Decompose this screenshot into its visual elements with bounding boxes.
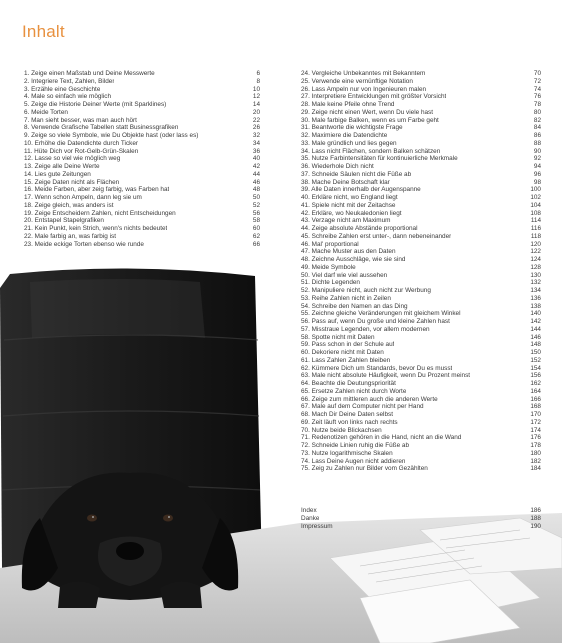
toc-entry-page: 108 <box>530 209 541 217</box>
toc-entry[interactable] <box>24 225 260 233</box>
toc-entry[interactable] <box>301 248 541 256</box>
toc-entry[interactable] <box>24 124 260 132</box>
toc-entry-title: 5. Zeige die Historie Deiner Werte (mit Sparklines) <box>24 101 167 108</box>
toc-entry-title: 3. Erzähle eine Geschichte <box>24 85 101 93</box>
toc-entry-title: Impressum <box>301 522 333 530</box>
toc-entry-title: 55. Zeichne gleiche Veränderungen mit gleichem Winkel <box>301 310 461 318</box>
toc-left-column <box>24 70 260 248</box>
toc-entry[interactable] <box>301 365 541 373</box>
toc-entry-page: 12 <box>252 93 260 101</box>
toc-entry-title: 37. Schneide Säulen nicht die Füße ab <box>301 170 412 178</box>
toc-entry-page: 20 <box>252 108 260 116</box>
toc-entry-page: 186 <box>530 507 541 514</box>
toc-entry-page: 140 <box>530 310 541 318</box>
toc-entry[interactable] <box>301 163 541 171</box>
toc-entry-page: 170 <box>530 411 541 418</box>
toc-entry-title: 13. Zeige alle Deine Werte <box>24 163 100 170</box>
toc-entry-title: 35. Nutze Farbintensitäten für kontinuierliche Merkmale <box>301 155 458 163</box>
toc-entry-title: 26. Lass Ampeln nur von Ingenieuren malen <box>301 85 427 93</box>
toc-entry[interactable] <box>301 523 541 531</box>
toc-entry[interactable] <box>24 217 260 225</box>
toc-entry-title: 52. Manipuliere nicht, auch nicht zur Werbung <box>301 287 431 294</box>
toc-entry-page: 122 <box>530 248 541 256</box>
toc-entry-page: 134 <box>530 287 541 294</box>
toc-entry-title: 34. Lass nicht Flächen, sondern Balken schätzen <box>301 147 441 155</box>
toc-entry[interactable] <box>301 349 541 357</box>
toc-entry-title: 50. Viel darf wie viel aussehen <box>301 271 388 279</box>
toc-entry-title: Danke <box>301 514 320 522</box>
toc-entry-title: 45. Schreibe Zahlen erst unter-, dann nebeneinander <box>301 232 452 240</box>
toc-entry[interactable] <box>301 515 541 523</box>
toc-entry-page: 66 <box>252 240 260 248</box>
toc-entry[interactable] <box>24 163 260 171</box>
toc-entry-page: 78 <box>533 101 541 108</box>
toc-entry[interactable] <box>24 93 260 101</box>
toc-entry[interactable] <box>24 70 260 78</box>
toc-entry-page: 8 <box>256 77 260 85</box>
toc-entry-title: 56. Pass auf, wenn Du große und kleine Zahlen hast <box>301 318 450 325</box>
toc-entry-title: 75. Zeig zu Zahlen nur Bilder vom Gezählten <box>301 465 428 473</box>
toc-entry-page: 82 <box>533 116 541 124</box>
toc-entry-page: 96 <box>533 170 541 178</box>
toc-entry-page: 172 <box>530 418 541 426</box>
toc-entry[interactable] <box>301 117 541 125</box>
toc-entry-page: 148 <box>530 341 541 349</box>
toc-entry[interactable] <box>24 186 260 194</box>
toc-entry[interactable] <box>24 233 260 241</box>
toc-entry[interactable] <box>301 179 541 187</box>
page-title: Inhalt <box>22 22 65 41</box>
toc-entry-title: 74. Lass Deine Augen nicht addieren <box>301 457 406 465</box>
toc-entry-page: 10 <box>252 85 260 93</box>
toc-entry-page: 156 <box>530 372 541 380</box>
toc-entry[interactable] <box>301 396 541 404</box>
toc-entry-page: 164 <box>530 387 541 395</box>
toc-entry[interactable] <box>301 303 541 311</box>
toc-entry-page: 168 <box>530 403 541 411</box>
toc-entry[interactable] <box>301 334 541 342</box>
toc-entry-page: 184 <box>530 465 541 473</box>
toc-entry[interactable] <box>301 434 541 442</box>
toc-entry[interactable] <box>301 202 541 210</box>
toc-entry-title: 23. Meide eckige Torten ebenso wie runde <box>24 240 144 248</box>
toc-entry-page: 6 <box>256 70 260 77</box>
toc-entry-page: 136 <box>530 294 541 302</box>
toc-entry-title: 73. Nutze logarithmische Skalen <box>301 449 393 457</box>
toc-entry-title: 36. Wiederhole Dich nicht <box>301 163 374 170</box>
toc-entry-title: 19. Zeige Entscheidern Zahlen, nicht Entscheidungen <box>24 209 176 217</box>
toc-entry-title: 15. Zeige Daten nicht als Flächen <box>24 178 120 186</box>
toc-entry-page: 142 <box>530 318 541 325</box>
toc-entry-page: 178 <box>530 442 541 449</box>
toc-entry-page: 14 <box>252 101 260 108</box>
toc-entry-page: 22 <box>252 116 260 124</box>
toc-entry-page: 102 <box>530 194 541 201</box>
toc-entry[interactable] <box>301 442 541 450</box>
toc-entry[interactable] <box>24 101 260 109</box>
toc-entry-title: 60. Dekoriere nicht mit Daten <box>301 349 384 356</box>
toc-entry-page: 86 <box>533 132 541 139</box>
toc-entry-page: 60 <box>252 225 260 232</box>
toc-entry-title: 42. Erkläre, wo Neukaledonien liegt <box>301 209 402 217</box>
toc-entry-page: 128 <box>530 263 541 271</box>
toc-appendix <box>301 507 541 530</box>
toc-entry-title: 57. Misstraue Legenden, vor allem modernen <box>301 325 430 333</box>
toc-entry[interactable] <box>301 507 541 515</box>
toc-entry-title: 24. Vergleiche Unbekanntes mit Bekanntem <box>301 70 426 77</box>
toc-entry-title: 17. Wenn schon Ampeln, dann leg sie um <box>24 194 142 201</box>
toc-entry-page: 52 <box>252 201 260 209</box>
toc-entry[interactable] <box>301 140 541 148</box>
toc-entry-title: 21. Kein Punkt, kein Strich, wenn's nichts bedeutet <box>24 225 168 232</box>
toc-entry-title: 4. Male so einfach wie möglich <box>24 93 112 101</box>
toc-entry-page: 42 <box>252 163 260 170</box>
toc-entry-page: 188 <box>530 514 541 522</box>
toc-entry[interactable] <box>301 341 541 349</box>
toc-entry-page: 90 <box>533 147 541 155</box>
toc-entry-page: 130 <box>530 271 541 279</box>
toc-entry-page: 118 <box>530 232 541 240</box>
toc-entry[interactable] <box>24 109 260 117</box>
toc-entry-title: 16. Meide Farben, aber zeig farbig, was Farben hat <box>24 186 170 194</box>
toc-entry-title: 51. Dichte Legenden <box>301 279 360 287</box>
toc-entry-page: 36 <box>252 147 260 155</box>
toc-entry[interactable] <box>301 93 541 101</box>
toc-entry[interactable] <box>24 202 260 210</box>
toc-entry[interactable] <box>301 171 541 179</box>
toc-entry[interactable] <box>301 458 541 466</box>
toc-entry[interactable] <box>301 465 541 473</box>
toc-entry[interactable] <box>301 264 541 272</box>
toc-right-column <box>301 70 541 473</box>
toc-entry-title: Index <box>301 507 317 514</box>
toc-entry[interactable] <box>24 148 260 156</box>
toc-entry-title: 67. Male auf dem Computer nicht per Hand <box>301 403 424 411</box>
toc-entry-page: 98 <box>533 178 541 186</box>
toc-entry-title: 25. Verwende eine vernünftige Notation <box>301 77 413 85</box>
toc-entry-title: 31. Beantworte die wichtigste Frage <box>301 124 403 132</box>
toc-entry[interactable] <box>301 295 541 303</box>
toc-entry[interactable] <box>301 101 541 109</box>
toc-entry[interactable] <box>24 117 260 125</box>
toc-entry-title: 71. Redenotizen gehören in die Hand, nicht an die Wand <box>301 434 462 442</box>
toc-entry-title: 33. Male gründlich und lies gegen <box>301 139 397 147</box>
toc-entry-page: 50 <box>252 194 260 201</box>
toc-entry-page: 62 <box>252 232 260 240</box>
toc-entry-page: 174 <box>530 426 541 434</box>
toc-entry-page: 162 <box>530 380 541 387</box>
toc-entry-page: 40 <box>252 155 260 163</box>
toc-entry-page: 166 <box>530 395 541 403</box>
toc-entry-page: 120 <box>530 240 541 248</box>
toc-entry[interactable] <box>301 372 541 380</box>
toc-entry-page: 88 <box>533 139 541 147</box>
toc-entry-title: 72. Schneide Linien ruhig die Füße ab <box>301 442 410 449</box>
toc-entry-title: 44. Zeige absolute Abstände proportional <box>301 225 418 232</box>
toc-entry[interactable] <box>301 132 541 140</box>
toc-entry-title: 10. Erhöhe die Datendichte durch Ticker <box>24 139 139 147</box>
toc-entry-title: 70. Nutze beide Blickachsen <box>301 426 382 434</box>
toc-entry-title: 69. Zeit läuft von links nach rechts <box>301 418 398 426</box>
toc-entry-page: 104 <box>530 201 541 209</box>
toc-entry-page: 100 <box>530 186 541 194</box>
toc-entry[interactable] <box>24 132 260 140</box>
toc-entry-title: 14. Lies gute Zeitungen <box>24 170 91 178</box>
toc-entry-title: 32. Maximiere die Datendichte <box>301 132 388 139</box>
toc-entry-title: 7. Man sieht besser, was man auch hört <box>24 116 137 124</box>
toc-entry-page: 124 <box>530 256 541 263</box>
toc-entry[interactable] <box>301 124 541 132</box>
toc-entry[interactable] <box>301 279 541 287</box>
toc-entry[interactable] <box>301 155 541 163</box>
toc-entry[interactable] <box>24 171 260 179</box>
toc-entry-page: 114 <box>530 217 541 225</box>
toc-entry-title: 11. Hüte Dich vor Rot-Gelb-Grün-Skalen <box>24 147 139 155</box>
toc-entry-page: 48 <box>252 186 260 194</box>
toc-entry-title: 38. Mache Deine Botschaft klar <box>301 178 390 186</box>
toc-entry-page: 154 <box>530 364 541 372</box>
toc-entry[interactable] <box>301 310 541 318</box>
toc-entry[interactable] <box>301 210 541 218</box>
toc-entry-title: 41. Spiele nicht mit der Zeitachse <box>301 201 396 209</box>
toc-entry-title: 22. Male farbig an, was farbig ist <box>24 232 116 240</box>
toc-entry-page: 150 <box>530 349 541 356</box>
toc-entry-page: 152 <box>530 356 541 364</box>
toc-entry-title: 49. Meide Symbole <box>301 263 356 271</box>
toc-entry-title: 64. Beachte die Deutungspriorität <box>301 380 396 387</box>
toc-entry-title: 8. Verwende Grafische Tabellen statt Businessgrafiken <box>24 124 179 132</box>
toc-entry-title: 39. Alle Daten innerhalb der Augenspanne <box>301 186 421 194</box>
toc-entry[interactable] <box>24 78 260 86</box>
toc-entry-page: 180 <box>530 449 541 457</box>
toc-entry-title: 43. Verzage nicht am Maximum <box>301 217 391 225</box>
toc-entry-title: 18. Zeige gleich, was anders ist <box>24 201 114 209</box>
toc-entry-page: 190 <box>530 522 541 530</box>
toc-entry-page: 72 <box>533 77 541 85</box>
toc-entry[interactable] <box>301 357 541 365</box>
toc-entry[interactable] <box>301 403 541 411</box>
toc-entry[interactable] <box>301 419 541 427</box>
toc-entry[interactable] <box>301 427 541 435</box>
toc-entry[interactable] <box>301 380 541 388</box>
toc-entry[interactable] <box>301 287 541 295</box>
toc-entry[interactable] <box>301 225 541 233</box>
toc-entry[interactable] <box>301 272 541 280</box>
toc-entry-title: 68. Mach Dir Deine Daten selbst <box>301 411 393 418</box>
toc-entry-page: 176 <box>530 434 541 442</box>
toc-entry[interactable] <box>301 194 541 202</box>
toc-entry[interactable] <box>24 241 260 249</box>
toc-entry[interactable] <box>301 326 541 334</box>
toc-entry-title: 30. Male farbige Balken, wenn es um Farbe geht <box>301 116 439 124</box>
toc-entry-page: 74 <box>533 85 541 93</box>
toc-entry-page: 70 <box>533 70 541 77</box>
toc-entry[interactable] <box>301 217 541 225</box>
toc-entry-page: 144 <box>530 325 541 333</box>
toc-entry[interactable] <box>301 241 541 249</box>
toc-entry-page: 138 <box>530 302 541 310</box>
toc-entry[interactable] <box>24 179 260 187</box>
toc-entry[interactable] <box>301 109 541 117</box>
toc-entry-page: 182 <box>530 457 541 465</box>
toc-entry-title: 29. Zeige nicht einen Wert, wenn Du viele hast <box>301 108 434 116</box>
toc-entry[interactable] <box>24 86 260 94</box>
toc-entry[interactable] <box>301 86 541 94</box>
toc-entry-page: 46 <box>252 178 260 186</box>
toc-entry-page: 34 <box>252 139 260 147</box>
toc-entry[interactable] <box>301 186 541 194</box>
toc-entry-title: 27. Interpretiere Entwicklungen mit größter Vorsicht <box>301 93 447 101</box>
toc-entry-page: 26 <box>252 124 260 132</box>
toc-entry-page: 56 <box>252 209 260 217</box>
toc-entry-page: 80 <box>533 108 541 116</box>
toc-entry-title: 53. Reihe Zahlen nicht in Zeilen <box>301 294 391 302</box>
toc-entry[interactable] <box>24 210 260 218</box>
toc-entry-title: 40. Erkläre nicht, wo England liegt <box>301 194 398 201</box>
toc-entry[interactable] <box>301 78 541 86</box>
toc-entry-page: 92 <box>533 155 541 163</box>
toc-entry-title: 61. Lass Zahlen Zahlen bleiben <box>301 356 391 364</box>
toc-entry[interactable] <box>301 450 541 458</box>
toc-entry[interactable] <box>301 70 541 78</box>
toc-entry-title: 58. Spotte nicht mit Daten <box>301 333 375 341</box>
toc-entry-page: 32 <box>252 132 260 139</box>
toc-entry-page: 58 <box>252 217 260 225</box>
toc-entry[interactable] <box>301 256 541 264</box>
toc-entry[interactable] <box>301 148 541 156</box>
toc-entry-title: 9. Zeige so viele Symbole, wie Du Objekte hast (oder lass es) <box>24 132 199 139</box>
toc-entry-page: 94 <box>533 163 541 170</box>
toc-entry-page: 76 <box>533 93 541 101</box>
toc-entry-title: 54. Schreibe den Namen an das Ding <box>301 302 408 310</box>
toc-entry[interactable] <box>301 233 541 241</box>
toc-entry-title: 59. Pass schon in der Schule auf <box>301 341 395 349</box>
toc-entry-page: 116 <box>530 225 541 232</box>
toc-entry-title: 2. Integriere Text, Zahlen, Bilder <box>24 77 115 85</box>
toc-entry-page: 44 <box>252 170 260 178</box>
toc-entry-title: 48. Zeichne Ausschläge, wie sie sind <box>301 256 406 263</box>
toc-entry-title: 20. Entstapel Stapelgrafiken <box>24 217 104 225</box>
toc-entry-title: 47. Mache Muster aus den Daten <box>301 248 396 256</box>
toc-entry[interactable] <box>301 411 541 419</box>
toc-entry-page: 146 <box>530 333 541 341</box>
toc-entry-title: 12. Lasse so viel wie möglich weg <box>24 155 121 163</box>
toc-entry[interactable] <box>301 388 541 396</box>
toc-entry-title: 65. Ersetze Zahlen nicht durch Worte <box>301 387 407 395</box>
toc-entry-title: 66. Zeige zum mittleren auch die anderen Werte <box>301 395 438 403</box>
toc-entry-title: 1. Zeige einen Maßstab und Deine Messwerte <box>24 70 155 77</box>
toc-entry-title: 6. Meide Torten <box>24 108 68 116</box>
toc-entry[interactable] <box>24 155 260 163</box>
toc-entry-title: 46. Mal' proportional <box>301 240 359 248</box>
toc-entry[interactable] <box>301 318 541 326</box>
toc-entry-title: 62. Kümmere Dich um Standards, bevor Du es musst <box>301 364 453 372</box>
toc-entry[interactable] <box>24 140 260 148</box>
toc-entry-page: 84 <box>533 124 541 132</box>
toc-entry-title: 28. Male keine Pfeile ohne Trend <box>301 101 395 108</box>
toc-entry-title: 63. Male nicht absolute Häufigkeit, wenn Du Prozent meinst <box>301 372 471 380</box>
toc-entry-page: 132 <box>530 279 541 287</box>
toc-entry[interactable] <box>24 194 260 202</box>
